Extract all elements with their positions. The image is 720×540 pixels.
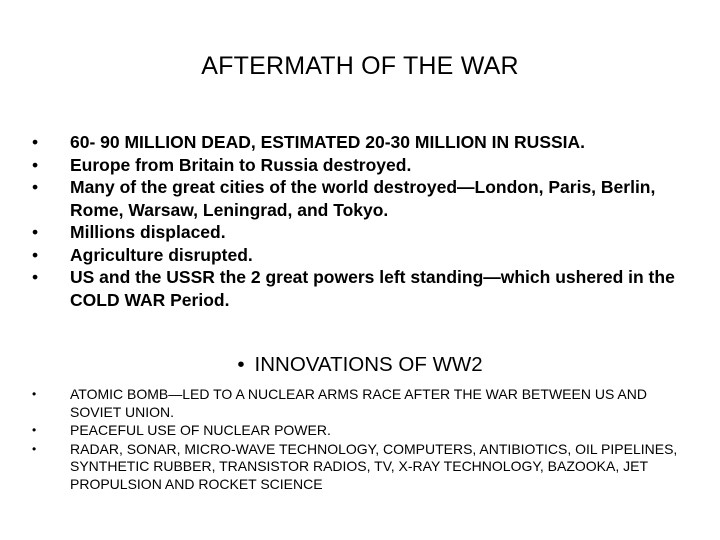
bullet-text: Agriculture disrupted.	[70, 244, 253, 265]
list-item	[32, 244, 692, 267]
bullet-icon: •	[32, 387, 37, 401]
slide-title: AFTERMATH OF THE WAR	[201, 52, 519, 80]
list-item	[32, 176, 692, 221]
bullet-icon: •	[237, 353, 245, 376]
bullet-icon: •	[32, 177, 39, 197]
bullet-text: ATOMIC BOMB—LED TO A NUCLEAR ARMS RACE AFTER THE WAR BETWEEN US AND SOVIET UNION.	[70, 386, 647, 420]
bullet-icon: •	[32, 222, 39, 242]
list-item	[32, 221, 692, 244]
innovations-list	[32, 386, 692, 494]
bullet-text: Many of the great cities of the world destroyed—London, Paris, Berlin, Rome, Warsaw, Leningrad, and Tokyo.	[70, 177, 656, 220]
main-bullet-list	[32, 131, 692, 311]
section-subheading	[0, 353, 720, 377]
bullet-text: 60- 90 MILLION DEAD, ESTIMATED 20-30 MILLION IN RUSSIA.	[70, 132, 586, 152]
list-item	[32, 266, 692, 311]
subheading-text: INNOVATIONS OF WW2	[254, 353, 483, 376]
bullet-text: PEACEFUL USE OF NUCLEAR POWER.	[70, 422, 331, 438]
bullet-icon: •	[32, 244, 39, 265]
bullet-icon: •	[32, 441, 37, 456]
bullet-icon: •	[32, 132, 39, 152]
bullet-text: US and the USSR the 2 great powers left standing—which ushered in the COLD WAR Period.	[70, 267, 675, 310]
list-item	[32, 441, 692, 494]
bullet-text: Millions displaced.	[70, 222, 226, 242]
bullet-icon: •	[32, 423, 37, 437]
bullet-text: Europe from Britain to Russia destroyed.	[70, 154, 412, 175]
list-item	[32, 154, 692, 177]
list-item	[32, 131, 692, 154]
list-item	[32, 422, 692, 440]
list-item	[32, 386, 692, 421]
bullet-text: RADAR, SONAR, MICRO-WAVE TECHNOLOGY, COMPUTERS, ANTIBIOTICS, OIL PIPELINES, SYNTHETIC RUBBER, TRANSISTOR RADIOS, TV, X-RAY TECHNOLOGY, BAZOOKA, JET PROPULSION AND ROCKET SCIENCE	[70, 440, 678, 492]
bullet-icon: •	[32, 267, 39, 287]
bullet-icon: •	[32, 154, 39, 175]
